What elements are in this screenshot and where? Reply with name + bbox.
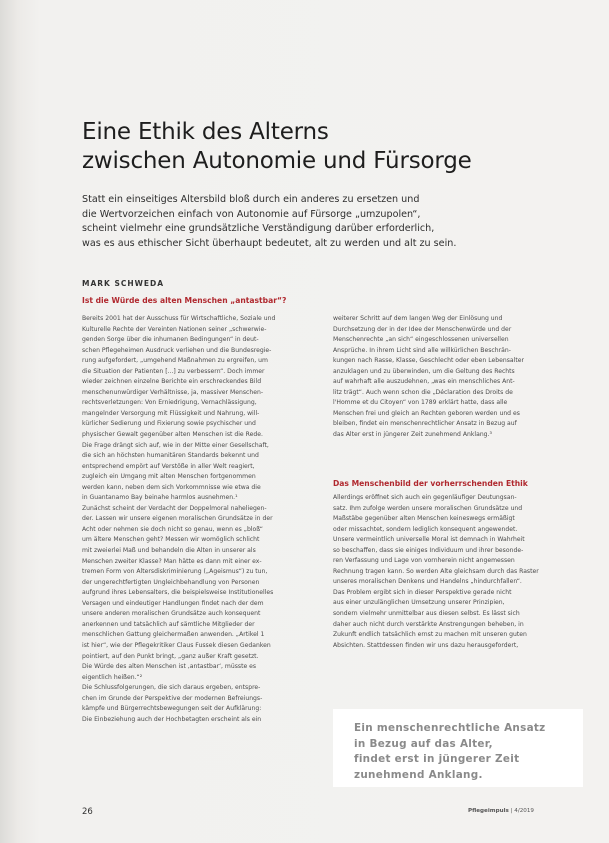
body-text-line: Menschen zweiter Klasse? Man hätte es dann mit einer ex-: [82, 557, 262, 565]
body-text-line: bleiben, findet ein menschenrechtlicher Ansatz in Bezug auf: [333, 420, 517, 428]
body-text-line: Acht oder nehmen sie doch nicht so genau, wenn es „bloß“: [82, 525, 263, 533]
body-text-line: satz. Ihm zufolge werden unsere moralischen Grundsätze und: [333, 504, 523, 512]
body-text-line: Unsere vermeintlich universelle Moral ist demnach in Wahrheit: [333, 536, 525, 544]
body-text-line: tremen Form von Altersdiskriminierung („Ageismus“) zu tun,: [82, 568, 268, 576]
body-text-line: chen im Grunde der Perspektive der modernen Befreiungs-: [82, 694, 263, 702]
body-text-line: Allerdings eröffnet sich auch ein gegenläufiger Deutungsan-: [333, 494, 517, 501]
body-text-line: das Alter erst in jüngerer Zeit zunehmend Anklang.³: [333, 431, 492, 439]
body-text-line: aufgrund ihres Lebensalters, die beispielsweise Institutionelles: [82, 589, 274, 597]
body-text-line: Durchsetzung der in der Idee der Menschenwürde und der: [333, 325, 512, 333]
body-text-line: mangelnder Versorgung mit Flüssigkeit und Nahrung, will-: [82, 409, 260, 417]
body-text-line: anerkennen und tatsächlich auf sämtliche Mitglieder der: [82, 620, 255, 628]
body-text-line: Die Schlussfolgerungen, die sich daraus ergeben, entspre-: [82, 684, 261, 692]
body-text-line: sondern vielmehr unmittelbar aus diesen selbst. Es lässt sich: [333, 610, 520, 618]
body-text-line: kürlicher Sedierung und Fixierung sowie psychischer und: [82, 420, 256, 428]
body-text-line: Die Frage drängt sich auf, wie in der Mitte einer Gesellschaft,: [82, 441, 269, 449]
body-text-line: Bereits 2001 hat der Ausschuss für Wirtschaftliche, Soziale und: [82, 315, 276, 322]
body-text-line: litz trägt“. Auch wenn schon die „Déclaration des Droits de: [333, 388, 513, 396]
body-text-line: weiterer Schritt auf dem langen Weg der Einlösung und: [333, 315, 503, 322]
pull-quote-line: findet erst in jüngerer Zeit: [354, 753, 520, 765]
title-line: zwischen Autonomie und Fürsorge: [82, 148, 472, 174]
pull-quote-line: Ein menschenrechtliche Ansatz: [354, 722, 546, 734]
body-text-line: Ansprüche. In ihrem Licht sind alle willkürlichen Beschrän-: [333, 346, 511, 354]
body-text-line: wieder zeichnen einzelne Berichte ein erschreckendes Bild: [82, 378, 262, 386]
body-text-line: um ältere Menschen geht? Messen wir womöglich schlicht: [82, 536, 260, 544]
body-text-line: Kulturelle Rechte der Vereinten Nationen seiner „schwerwie-: [82, 325, 267, 333]
body-text-line: mit zweierlei Maß und behandeln die Alten in unserer als: [82, 547, 256, 555]
pull-quote-line: in Bezug auf das Alter,: [354, 737, 493, 750]
article-lead: [82, 193, 492, 251]
body-text-line: kämpfe und Bürgerrechtsbewegungen seit der Aufklärung:: [82, 705, 262, 713]
body-text-line: Absichten. Stattdessen finden wir uns dazu herausgefordert,: [333, 641, 519, 649]
body-text-line: genden Sorge über die inhumanen Bedingungen“ in deut-: [82, 336, 259, 344]
body-text-line: menschenunwürdiger Verhältnisse, ja, massiver Menschen-: [82, 388, 264, 396]
body-text-line: Menschenrechte „an sich“ eingeschlossenen universellen: [333, 336, 509, 344]
pull-quote-line: zunehmend Anklang.: [354, 768, 483, 781]
lead-line: scheint vielmehr eine grundsätzliche Verständigung darüber erforderlich,: [82, 223, 435, 235]
body-text-line: die sich an höchsten humanitären Standards bekennt und: [82, 452, 259, 460]
subheading-dignity: Ist die Würde des alten Menschen „antastbar“?: [82, 296, 287, 305]
lead-line: was es aus ethischer Sicht überhaupt bedeutet, alt zu werden und alt zu sein.: [82, 237, 457, 249]
subheading-human-image: Das Menschenbild der vorherrschenden Ethik: [333, 479, 528, 488]
footer-issue-number: | 4/2019: [510, 808, 534, 814]
body-column-right-top: [333, 314, 575, 441]
body-text-line: Maßstäbe gegenüber alten Menschen keineswegs ermäßigt: [333, 515, 515, 523]
lead-line: Statt ein einseitiges Altersbild bloß durch ein anderes zu ersetzen und: [82, 194, 420, 205]
page-number: 26: [82, 807, 93, 817]
title-line: Eine Ethik des Alterns: [82, 119, 329, 145]
body-text-line: kungen nach Rasse, Klasse, Geschlecht oder eben Lebensalter: [333, 357, 524, 365]
body-text-line: auf wahrhaft alle auszudehnen, „was ein menschliches Ant-: [333, 378, 515, 386]
article-title: [82, 118, 552, 176]
body-text-line: l'Homme et du Citoyen“ von 1789 erklärt hatte, dass alle: [333, 399, 508, 407]
body-text-line: der. Lassen wir unsere eigenen moralischen Grundsätze in der: [82, 515, 273, 523]
body-text-line: Zunächst scheint der Verdacht der Doppelmoral naheliegen-: [82, 504, 267, 512]
body-text-line: physischer Gewalt gegenüber alten Menschen ist die Rede.: [82, 431, 263, 439]
body-text-line: Das Problem ergibt sich in dieser Perspektive gerade nicht: [333, 588, 512, 596]
body-text-line: ren Verfassung und Lage von vornherein nicht angemessen: [333, 557, 515, 565]
body-text-line: pointiert, auf den Punkt bringt, „ganz außer Kraft gesetzt.: [82, 652, 259, 660]
body-text-line: unseres moralischen Denkens und Handelns „hindurchfallen“.: [333, 578, 522, 586]
body-column-left: [82, 314, 322, 725]
body-text-line: anzuklagen und zu überwinden, um die Geltung des Rechts: [333, 367, 515, 375]
body-text-line: Rechnung tragen kann. So werden Alte gleichsam durch das Raster: [333, 567, 539, 575]
footer-brand: Pflegeimpuls: [468, 808, 509, 814]
body-text-line: die Situation der Patienten [...] zu verbessern“. Doch immer: [82, 367, 265, 375]
body-text-line: rung aufgefordert, „umgehend Maßnahmen zu ergreifen, um: [82, 357, 268, 365]
body-text-line: Die Würde des alten Menschen ist ‚antastbar‘, müsste es: [82, 663, 257, 671]
body-text-line: schen Pflegeheimen Ausdruck verliehen und die Bundesregie-: [82, 346, 272, 354]
author-name: MARK SCHWEDA: [82, 279, 165, 288]
body-column-right-bottom: [333, 493, 575, 651]
pull-quote: [333, 709, 583, 787]
lead-line: die Wertvorzeichen einfach von Autonomie auf Fürsorge „umzupolen“,: [82, 208, 421, 220]
body-text-line: oder missachtet, sondern lediglich konsequent angewendet.: [333, 525, 518, 533]
body-text-line: in Guantanamo Bay beinahe harmlos ausnehmen.¹: [82, 494, 238, 502]
body-text-line: entsprechend empört auf Verstöße in aller Welt reagiert,: [82, 462, 255, 470]
body-text-line: unsere anderen moralischen Grundsätze auch konsequent: [82, 610, 261, 618]
body-text-line: der ungerechtfertigten Ungleichbehandlung von Personen: [82, 578, 260, 586]
body-text-line: Zukunft endlich tatsächlich ernst zu machen mit unseren guten: [333, 631, 527, 639]
body-text-line: werden kann, neben dem sich Vorkommnisse wie etwa die: [82, 483, 261, 491]
body-text-line: Menschen frei und gleich an Rechten geboren werden und es: [333, 409, 520, 417]
body-text-line: ist hier“, wie der Pflegekritiker Claus Fussek diesen Gedanken: [82, 641, 271, 649]
body-text-line: zugleich ein Umgang mit alten Menschen fortgenommen: [82, 473, 256, 481]
body-text-line: Versagen und eindeutiger Handlungen findet nach der dem: [82, 599, 264, 607]
body-text-line: Die Einbeziehung auch der Hochbetagten erscheint als ein: [82, 715, 262, 723]
body-text-line: aus einer unzulänglichen Umsetzung unserer Prinzipien,: [333, 599, 505, 607]
body-text-line: eigentlich heißen.“²: [82, 673, 143, 681]
body-text-line: rechtsverletzungen: Von Erniedrigung, Vernachlässigung,: [82, 399, 257, 407]
body-text-line: so beschaffen, dass sie einiges Individuum und ihrer besonde-: [333, 546, 524, 554]
body-text-line: daher auch nicht durch verstärkte Anstrengungen beheben, in: [333, 620, 524, 628]
footer-issue: [468, 808, 534, 814]
body-text-line: menschlichen Gattung gleichermaßen anwenden. „Artikel 1: [82, 631, 265, 639]
